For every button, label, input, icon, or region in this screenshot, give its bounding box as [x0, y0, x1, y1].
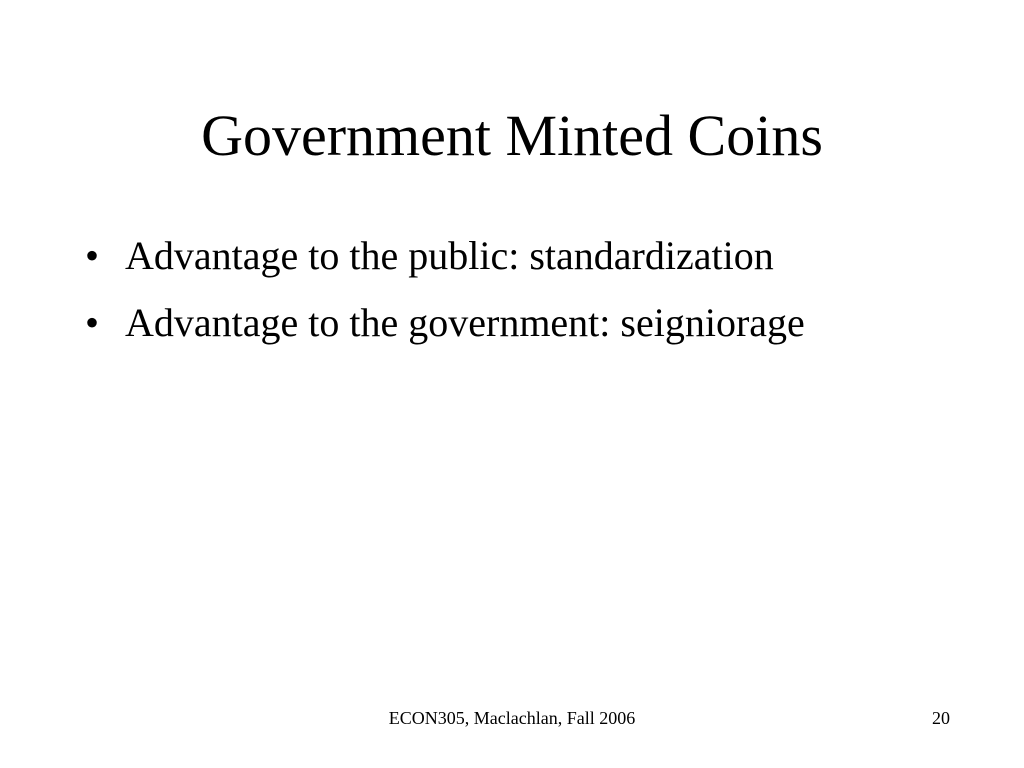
bullet-list — [85, 230, 985, 364]
bullet-icon: • — [85, 300, 100, 345]
bullet-item-government — [85, 297, 985, 349]
slide-title: Government Minted Coins — [201, 103, 823, 168]
footer-page-number: 20 — [932, 708, 950, 728]
bullet-item-public — [85, 230, 985, 282]
bullet-icon: • — [85, 233, 100, 278]
bullet-text: Advantage to the government: seigniorage — [125, 300, 805, 345]
bullet-text: Advantage to the public: standardization — [125, 233, 774, 278]
footer-course-info: ECON305, Maclachlan, Fall 2006 — [388, 708, 636, 728]
